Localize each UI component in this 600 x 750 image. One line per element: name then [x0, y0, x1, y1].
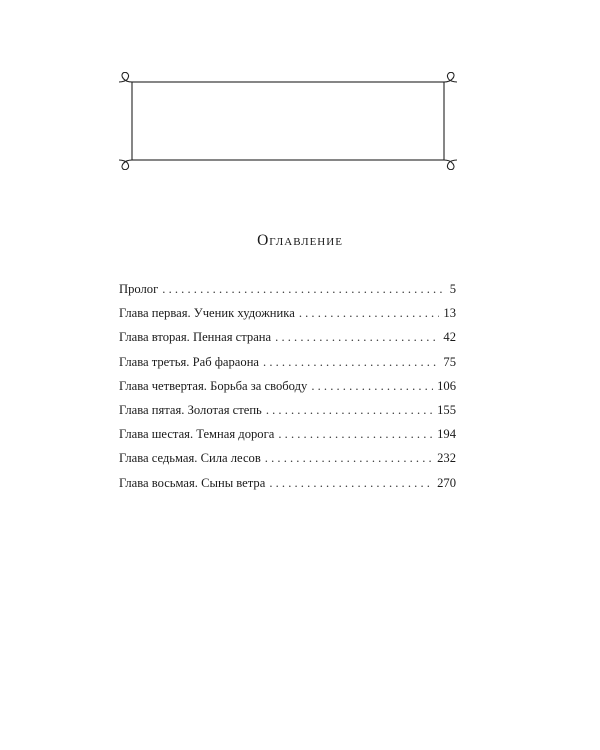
toc-entry-page-number: 106 [437, 378, 456, 393]
toc-entry-page-number: 42 [443, 330, 456, 345]
toc-entry-label: Глава вторая. Пенная страна [119, 330, 272, 345]
dot-leader [266, 403, 433, 418]
toc-entry-label: Пролог [119, 282, 159, 296]
toc-entry-page-number: 194 [437, 427, 456, 442]
dot-leader [311, 379, 433, 394]
toc-entry-page-number: 232 [437, 451, 456, 466]
dot-leader [265, 451, 433, 466]
ornamental-border-icon [118, 72, 458, 170]
toc-entry-label: Глава четвертая. Борьба за свободу [119, 378, 308, 393]
decorative-frame [118, 72, 458, 170]
toc-entry[interactable] [119, 306, 456, 330]
toc-heading: Оглавление [257, 232, 343, 249]
dot-leader [162, 282, 445, 297]
dot-leader [263, 355, 439, 370]
toc-entry-label: Глава первая. Ученик художника [119, 306, 295, 321]
toc-entry[interactable] [119, 379, 456, 403]
dot-leader [278, 427, 433, 442]
toc-entry-page-number: 13 [443, 306, 456, 321]
toc-entry[interactable] [119, 476, 456, 500]
toc-entry-page-number: 75 [443, 354, 456, 369]
toc-entry[interactable] [119, 282, 456, 306]
toc-entry-label: Глава пятая. Золотая степь [119, 402, 262, 417]
toc-entry-label: Глава восьмая. Сыны ветра [119, 475, 266, 490]
toc-entry[interactable] [119, 330, 456, 354]
toc-entry-label: Глава седьмая. Сила лесов [119, 451, 261, 466]
toc-entry[interactable] [119, 427, 456, 451]
dot-leader [299, 306, 440, 321]
toc-entry[interactable] [119, 355, 456, 379]
toc-entry-page-number: 5 [449, 282, 456, 296]
toc-entry-page-number: 155 [437, 402, 456, 417]
toc-entry-label: Глава шестая. Темная дорога [119, 427, 275, 442]
toc-entry-label: Глава третья. Раб фараона [119, 354, 260, 369]
toc-entry[interactable] [119, 451, 456, 475]
dot-leader [269, 476, 433, 491]
table-of-contents [119, 282, 456, 500]
toc-entry[interactable] [119, 403, 456, 427]
toc-entry-page-number: 270 [437, 475, 456, 490]
dot-leader [275, 330, 439, 345]
